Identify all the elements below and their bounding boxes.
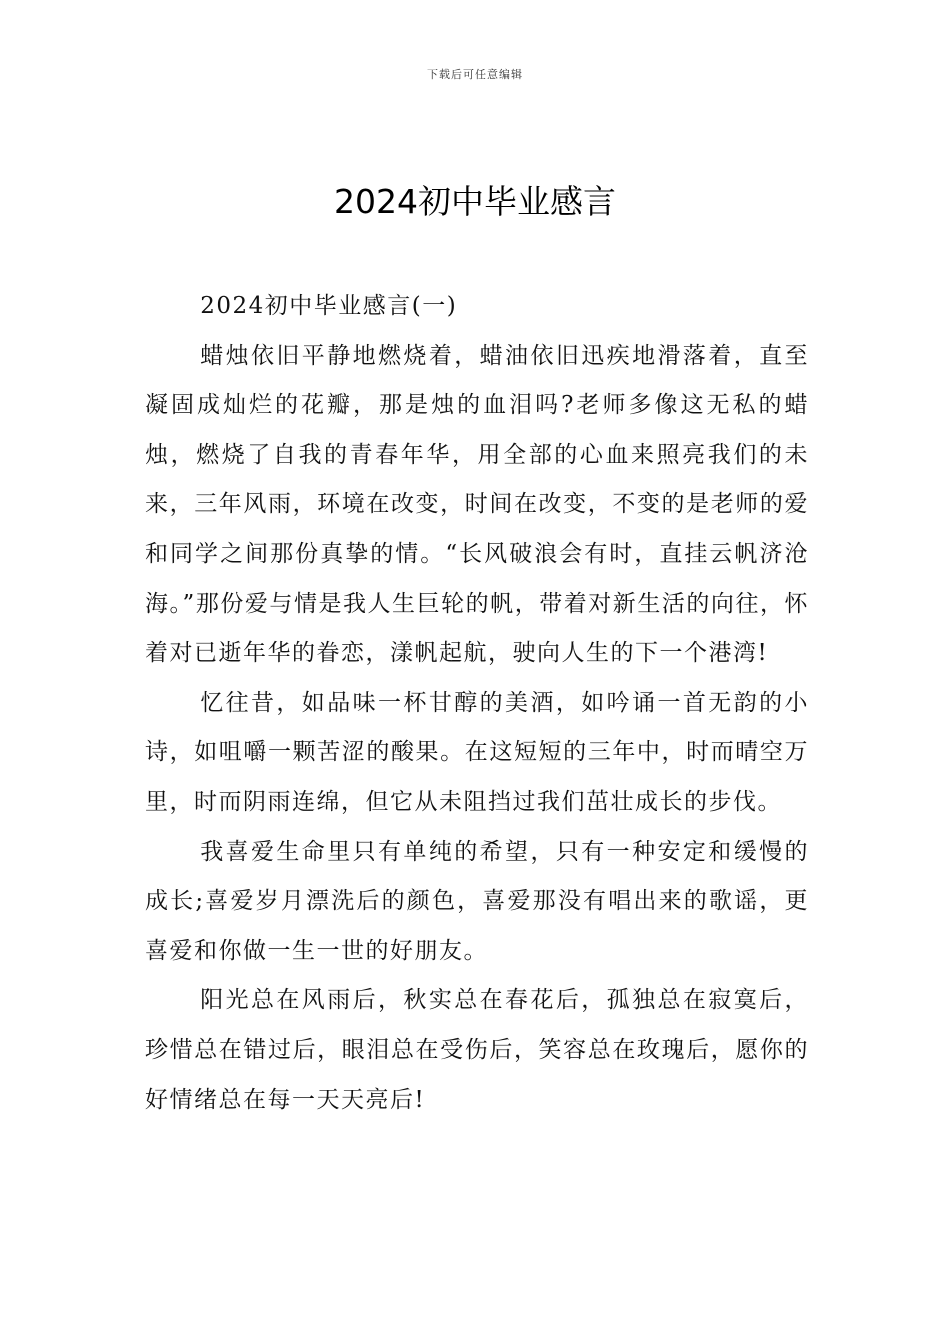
document-body [145, 282, 809, 1125]
document-title: 2024初中毕业感言 [334, 182, 616, 221]
paragraph-2: 忆往昔，如品味一杯甘醇的美酒，如吟诵一首无韵的小诗，如咀嚼一颗苦涩的酸果。在这短短的三年中，时而晴空万里，时而阴雨连绵，但它从未阻挡过我们茁壮成长的步伐。 [145, 689, 809, 815]
paragraph-1: 蜡烛依旧平静地燃烧着，蜡油依旧迅疾地滑落着，直至凝固成灿烂的花瓣，那是烛的血泪吗?老师多像这无私的蜡烛，燃烧了自我的青春年华，用全部的心血来照亮我们的未来，三年风雨，环境在改变，时间在改变，不变的是老师的爱和同学之间那份真挚的情。“长风破浪会有时，直挂云帆济沧海。”那份爱与情是我人生巨轮的帆，带着对新生活的向往，怀着对已逝年华的眷恋，漾帆起航，驶向人生的下一个港湾! [145, 342, 809, 667]
paragraph-3: 我喜爱生命里只有单纯的希望，只有一种安定和缓慢的成长;喜爱岁月漂洗后的颜色，喜爱那没有唱出来的歌谣，更喜爱和你做一生一世的好朋友。 [145, 838, 809, 964]
paragraph-4: 阳光总在风雨后，秋实总在春花后，孤独总在寂寞后，珍惜总在错过后，眼泪总在受伤后，笑容总在玫瑰后，愿你的好情绪总在每一天天亮后! [145, 987, 809, 1113]
section-subtitle: 2024初中毕业感言(一) [200, 293, 458, 319]
page-header-note: 下载后可任意编辑 [427, 68, 523, 81]
